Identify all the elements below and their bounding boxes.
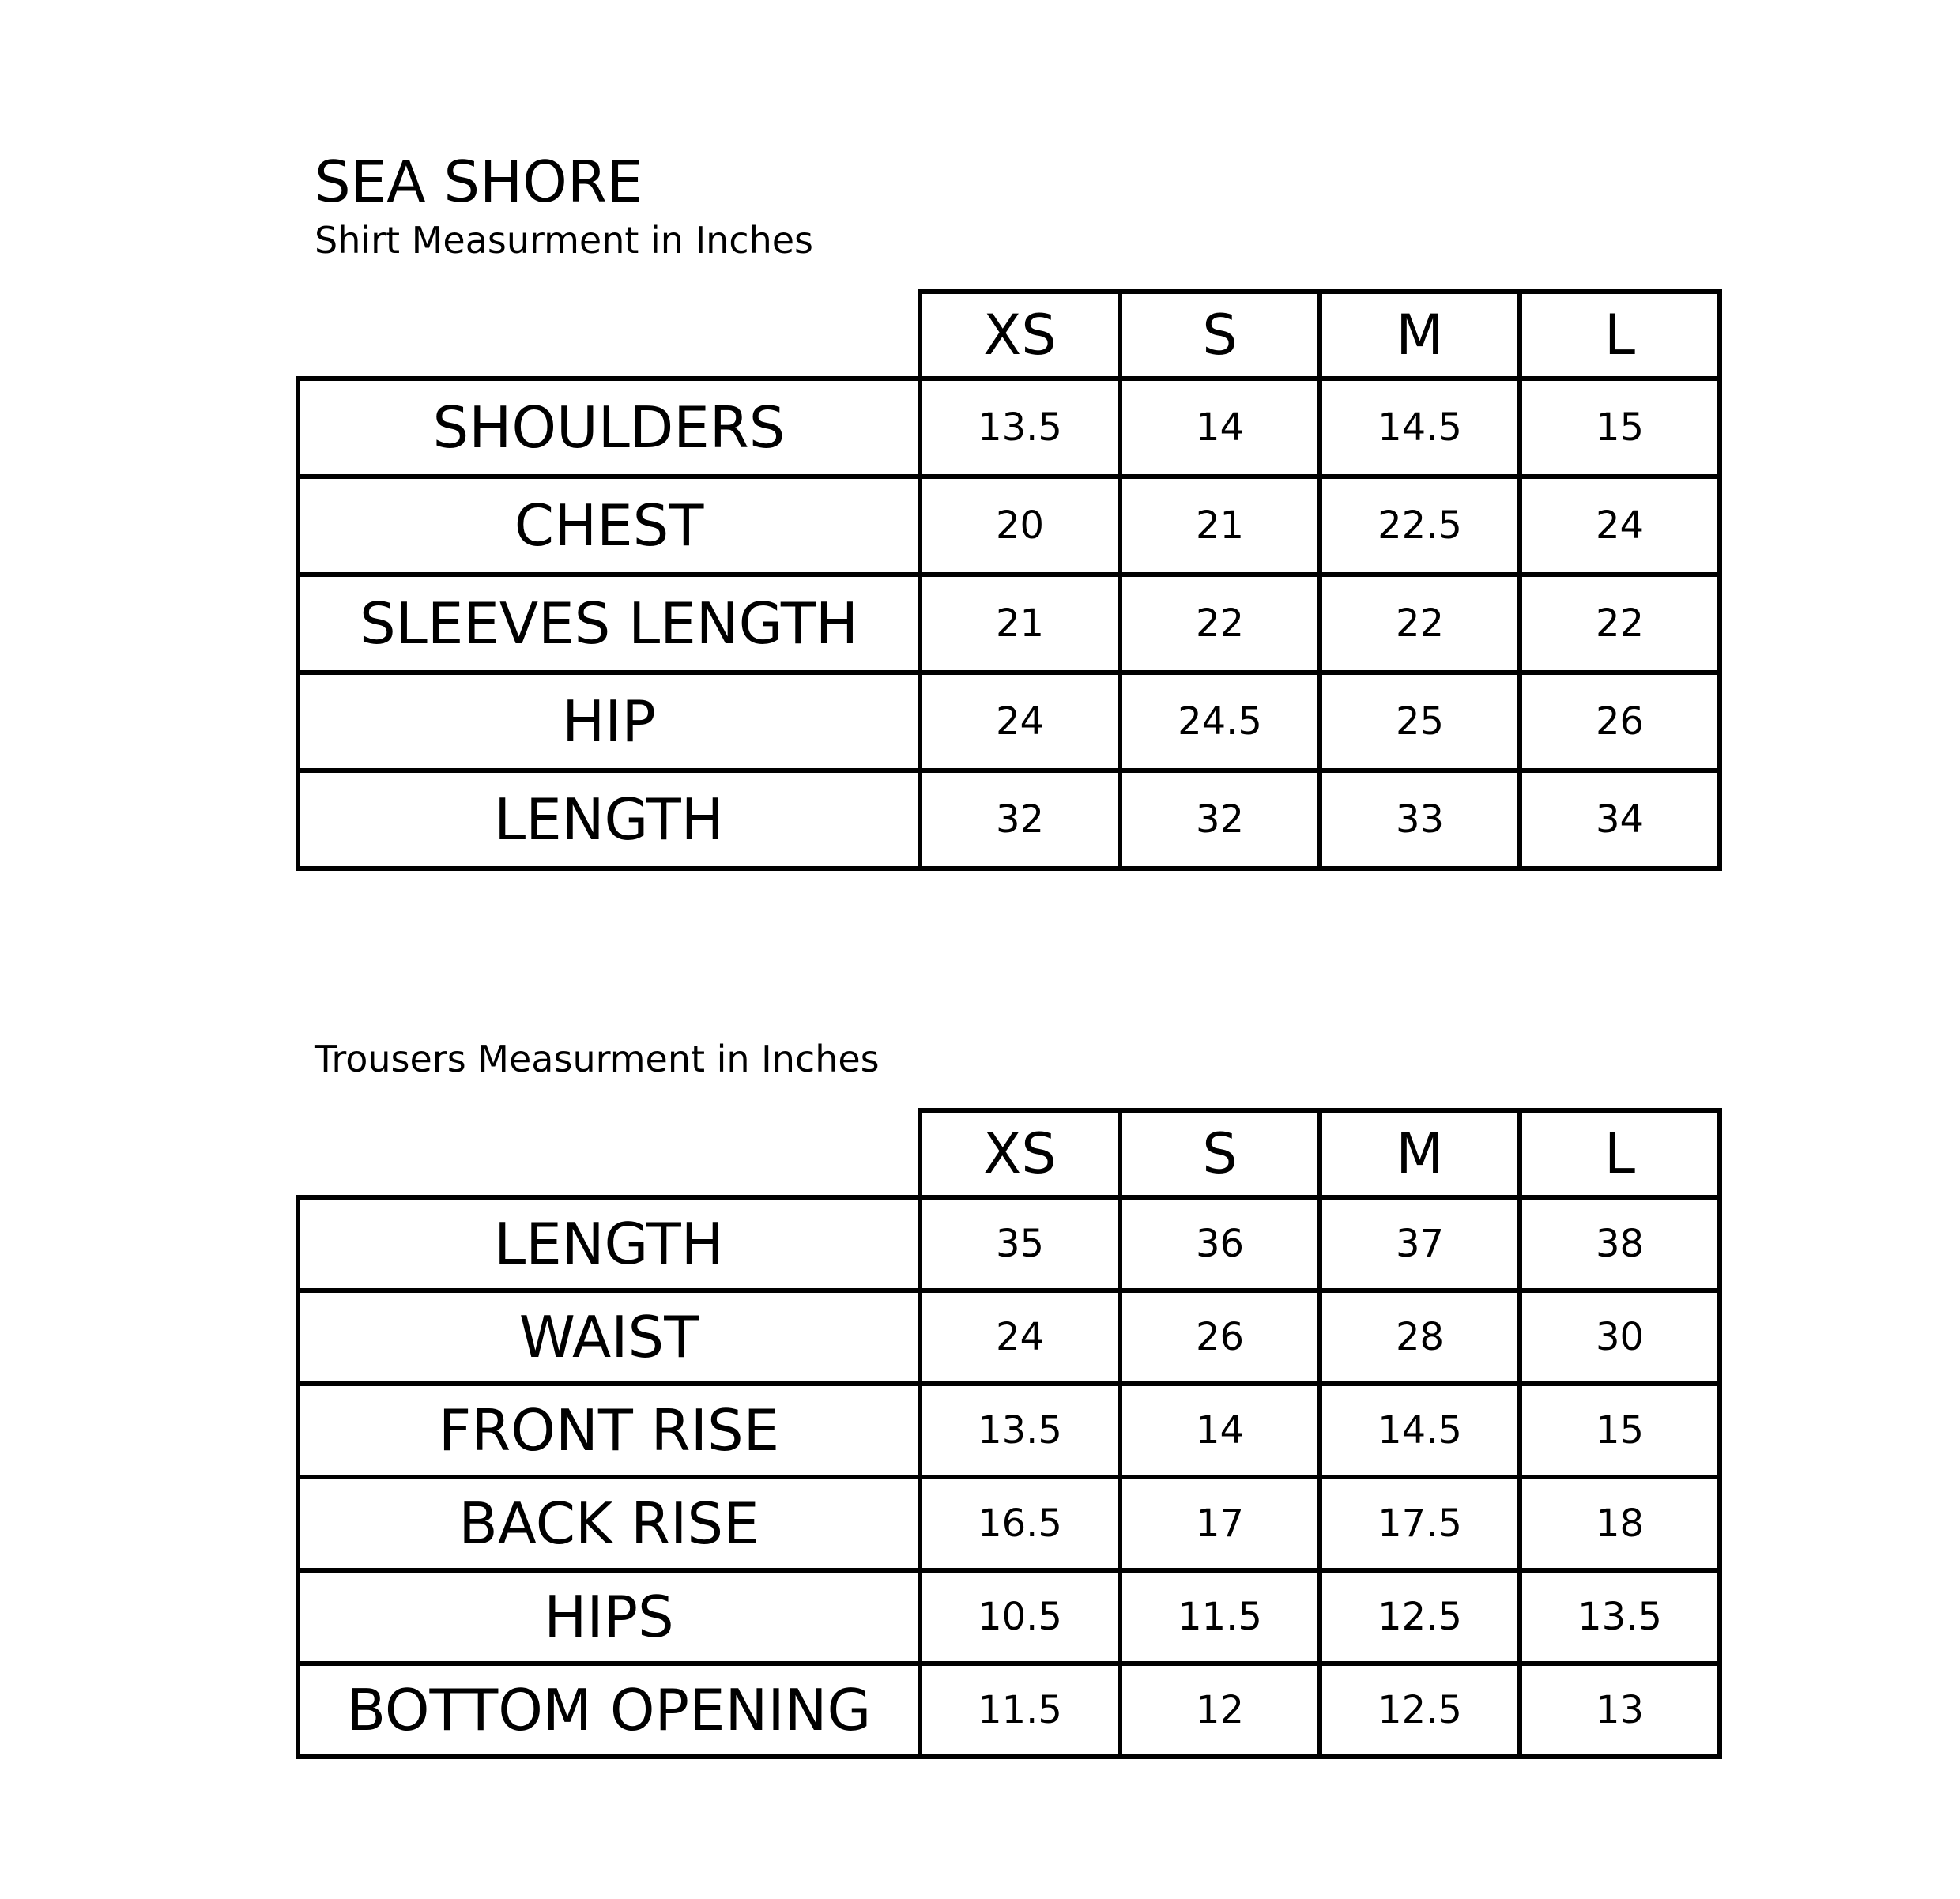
table-row	[298, 771, 1720, 868]
value-cell: 24	[920, 673, 1120, 771]
value-cell: 16.5	[920, 1477, 1120, 1570]
value-cell: 26	[1120, 1290, 1320, 1384]
value-cell: 17	[1120, 1477, 1320, 1570]
value-cell: 11.5	[1120, 1570, 1320, 1664]
table-row	[298, 1290, 1720, 1384]
row-label-shoulders: SHOULDERS	[298, 379, 920, 477]
row-label-sleeves-length: SLEEVES LENGTH	[298, 575, 920, 673]
size-header-m: M	[1320, 1110, 1520, 1197]
value-cell: 21	[1120, 477, 1320, 575]
table-row	[298, 477, 1720, 575]
table-row	[298, 1197, 1720, 1290]
table-row	[298, 1570, 1720, 1664]
value-cell: 14.5	[1320, 1384, 1520, 1477]
shirt-size-table	[296, 289, 1722, 871]
value-cell: 24	[1520, 477, 1720, 575]
table-row	[298, 379, 1720, 477]
table-row	[298, 673, 1720, 771]
value-cell: 15	[1520, 379, 1720, 477]
value-cell: 37	[1320, 1197, 1520, 1290]
row-label-front-rise: FRONT RISE	[298, 1384, 920, 1477]
value-cell: 12	[1120, 1664, 1320, 1757]
value-cell: 14.5	[1320, 379, 1520, 477]
value-cell: 17.5	[1320, 1477, 1520, 1570]
row-label-hips: HIPS	[298, 1570, 920, 1664]
value-cell: 13.5	[1520, 1570, 1720, 1664]
value-cell: 14	[1120, 1384, 1320, 1477]
row-label-waist: WAIST	[298, 1290, 920, 1384]
value-cell: 22	[1120, 575, 1320, 673]
table-row	[298, 1664, 1720, 1757]
value-cell: 25	[1320, 673, 1520, 771]
value-cell: 22	[1520, 575, 1720, 673]
blank-corner-cell	[298, 292, 920, 379]
trousers-size-table	[296, 1108, 1722, 1759]
value-cell: 34	[1520, 771, 1720, 868]
size-header-l: L	[1520, 1110, 1720, 1197]
table-row	[298, 575, 1720, 673]
size-header-xs: XS	[920, 1110, 1120, 1197]
value-cell: 20	[920, 477, 1120, 575]
row-label-bottom-opening: BOTTOM OPENING	[298, 1664, 920, 1757]
value-cell: 14	[1120, 379, 1320, 477]
value-cell: 18	[1520, 1477, 1720, 1570]
value-cell: 26	[1520, 673, 1720, 771]
value-cell: 13.5	[920, 379, 1120, 477]
value-cell: 35	[920, 1197, 1120, 1290]
value-cell: 22.5	[1320, 477, 1520, 575]
size-header-s: S	[1120, 292, 1320, 379]
value-cell: 10.5	[920, 1570, 1120, 1664]
row-label-length: LENGTH	[298, 1197, 920, 1290]
value-cell: 11.5	[920, 1664, 1120, 1757]
value-cell: 24.5	[1120, 673, 1320, 771]
value-cell: 32	[920, 771, 1120, 868]
value-cell: 21	[920, 575, 1120, 673]
value-cell: 38	[1520, 1197, 1720, 1290]
row-label-chest: CHEST	[298, 477, 920, 575]
blank-corner-cell	[298, 1110, 920, 1197]
size-header-m: M	[1320, 292, 1520, 379]
brand-title: SEA SHORE	[315, 149, 643, 215]
trousers-table-subtitle: Trousers Measurment in Inches	[315, 1038, 880, 1080]
trousers-size-header-row	[298, 1110, 1720, 1197]
value-cell: 32	[1120, 771, 1320, 868]
shirt-table-subtitle: Shirt Measurment in Inches	[315, 219, 814, 262]
value-cell: 22	[1320, 575, 1520, 673]
table-row	[298, 1384, 1720, 1477]
value-cell: 12.5	[1320, 1570, 1520, 1664]
value-cell: 13.5	[920, 1384, 1120, 1477]
value-cell: 15	[1520, 1384, 1720, 1477]
value-cell: 33	[1320, 771, 1520, 868]
value-cell: 28	[1320, 1290, 1520, 1384]
table-row	[298, 1477, 1720, 1570]
value-cell: 24	[920, 1290, 1120, 1384]
row-label-hip: HIP	[298, 673, 920, 771]
shirt-size-header-row	[298, 292, 1720, 379]
size-header-xs: XS	[920, 292, 1120, 379]
value-cell: 13	[1520, 1664, 1720, 1757]
value-cell: 30	[1520, 1290, 1720, 1384]
row-label-back-rise: BACK RISE	[298, 1477, 920, 1570]
value-cell: 36	[1120, 1197, 1320, 1290]
size-header-l: L	[1520, 292, 1720, 379]
row-label-length: LENGTH	[298, 771, 920, 868]
value-cell: 12.5	[1320, 1664, 1520, 1757]
size-header-s: S	[1120, 1110, 1320, 1197]
